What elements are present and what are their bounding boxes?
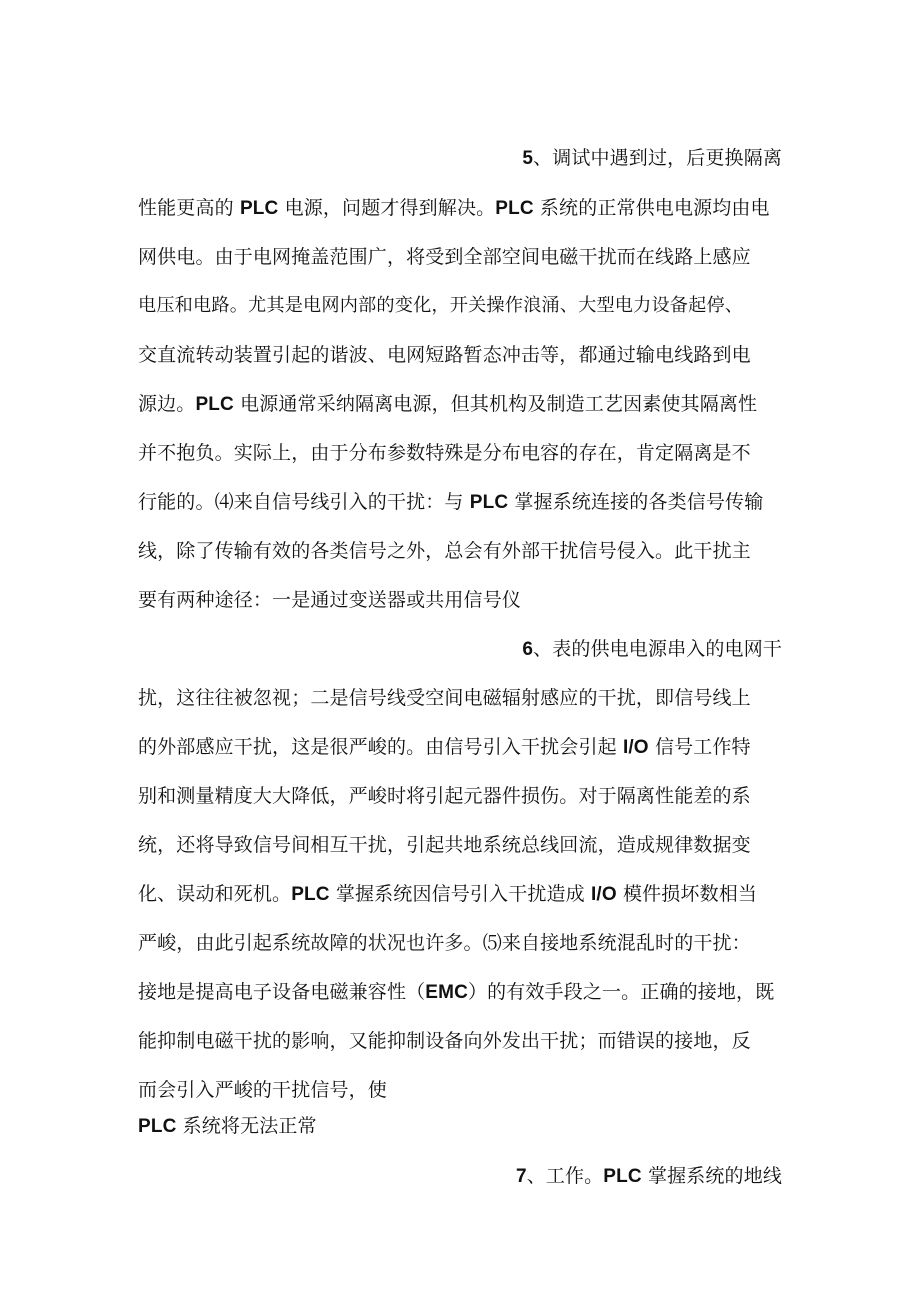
paragraph-line: 的外部感应干扰，这是很严峻的。由信号引入干扰会引起 I/O 信号工作特 xyxy=(138,736,751,758)
paragraph-line: 行能的。⑷来自信号线引入的干扰：与 PLC 掌握系统连接的各类信号传输 xyxy=(138,491,764,513)
paragraph-line: 接地是提高电子设备电磁兼容性（EMC）的有效手段之一。正确的接地，既 xyxy=(138,981,775,1003)
section-heading-7: 7、工作。PLC 掌握系统的地线 xyxy=(515,1165,782,1187)
paragraph-line: 化、误动和死机。PLC 掌握系统因信号引入干扰造成 I/O 模件损坏数相当 xyxy=(138,883,758,905)
paragraph-line: 并不抱负。实际上，由于分布参数特殊是分布电容的存在，肯定隔离是不 xyxy=(138,442,751,464)
paragraph-line: 线，除了传输有效的各类信号之外，总会有外部干扰信号侵入。此干扰主 xyxy=(138,540,751,562)
paragraph-line: 扰，这往往被忽视；二是信号线受空间电磁辐射感应的干扰，即信号线上 xyxy=(138,687,751,709)
paragraph-line: 严峻，由此引起系统故障的状况也许多。⑸来自接地系统混乱时的干扰： xyxy=(138,932,751,954)
paragraph-line: 交直流转动装置引起的谐波、电网短路暂态冲击等，都通过输电线路到电 xyxy=(138,344,751,366)
paragraph-line: 统，还将导致信号间相互干扰，引起共地系统总线回流，造成规律数据变 xyxy=(138,834,751,856)
paragraph-line: 要有两种途径：一是通过变送器或共用信号仪 xyxy=(138,589,522,611)
paragraph-line: 性能更高的 PLC 电源，问题才得到解决。PLC 系统的正常供电电源均由电 xyxy=(138,197,770,219)
paragraph-line: 电压和电路。尤其是电网内部的变化，开关操作浪涌、大型电力设备起停、 xyxy=(138,295,744,316)
section-heading-5: 5、调试中遇到过，后更换隔离 xyxy=(522,147,782,169)
paragraph-line: 源边。PLC 电源通常采纳隔离电源，但其机构及制造工艺因素使其隔离性 xyxy=(138,393,758,415)
paragraph-line: 别和测量精度大大降低，严峻时将引起元器件损伤。对于隔离性能差的系 xyxy=(138,785,751,807)
paragraph-line: PLC 系统将无法正常 xyxy=(138,1115,317,1137)
paragraph-line: 能抑制电磁干扰的影响，又能抑制设备向外发出干扰；而错误的接地，反 xyxy=(138,1030,751,1052)
section-heading-6: 6、表的供电电源串入的电网干 xyxy=(522,638,782,660)
paragraph-line: 而会引入严峻的干扰信号，使 xyxy=(138,1079,387,1101)
paragraph-line: 网供电。由于电网掩盖范围广，将受到全部空间电磁干扰而在线路上感应 xyxy=(138,246,751,268)
